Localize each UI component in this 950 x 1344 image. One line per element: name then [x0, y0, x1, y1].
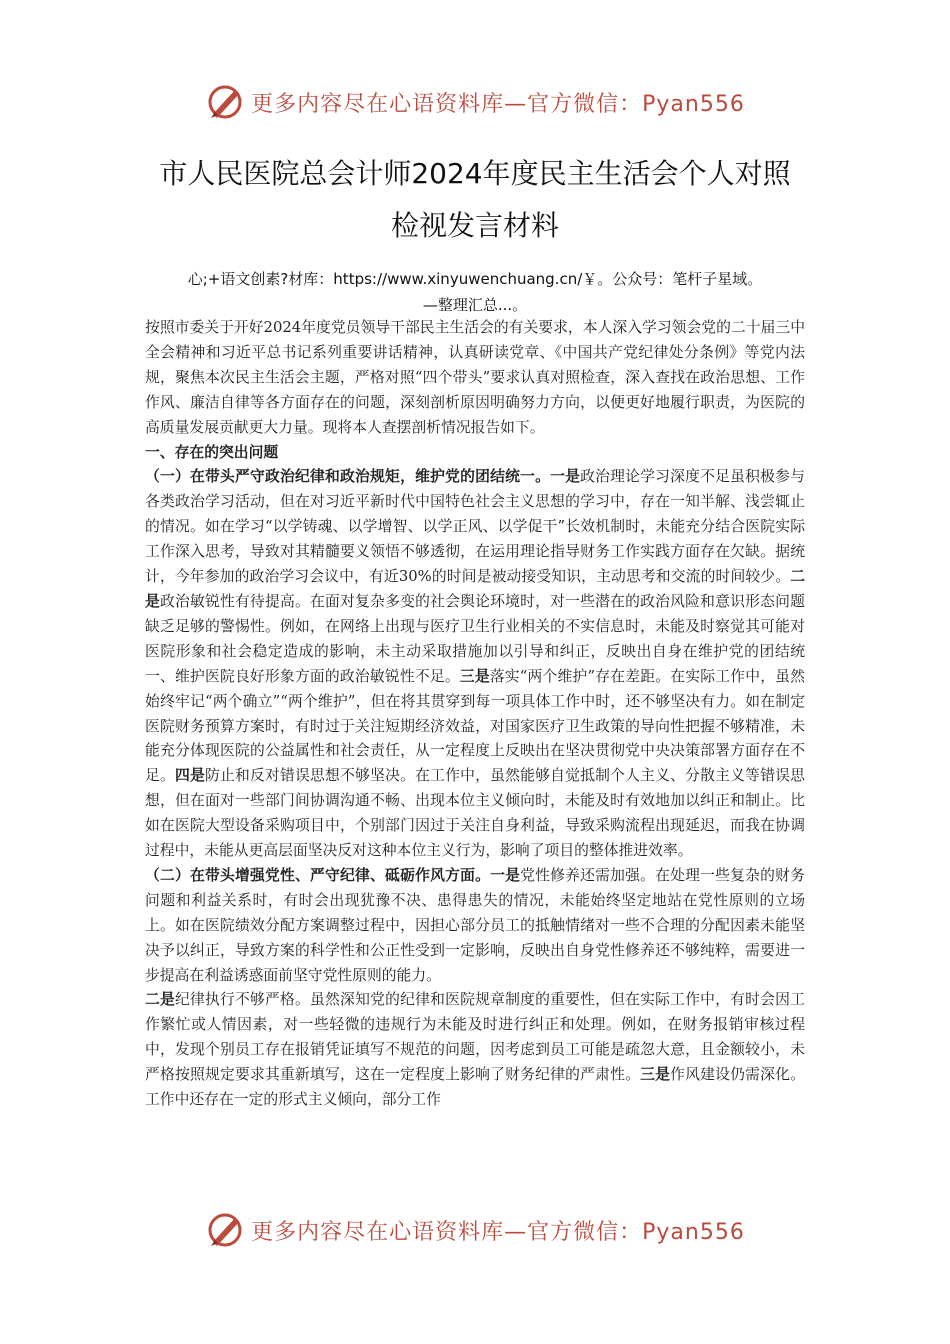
watermark-banner-top: [0, 76, 950, 128]
source-note: [60, 266, 890, 318]
text-2: 政治敏锐性有待提高。在面对复杂多变的社会舆论环境时，对一些潜在的政治风险和意识形态问题缺乏足够的警惕性。例如，在网络上出现与医疗卫生行业相关的不实信息时，未能及时察觉其可能对医院形象和社会稳定造成的影响，未主动采取措施加以引导和纠正，反映出自身在维护党的团结统一、维护医院良好形象方面的政治敏锐性不足。: [145, 592, 805, 685]
keyword-6: 二是: [145, 991, 176, 1009]
keyword-5: 一是: [490, 866, 521, 884]
keyword-4: 四是: [175, 767, 206, 785]
text-6: 纪律执行不够严格。虽然深知党的纪律和医院规章制度的重要性，但在实际工作中，有时会因工作繁忙或人情因素，对一些轻微的违规行为未能及时进行纠正和处理。例如，在财务报销审核过程中，发现个别员工存在报销凭证填写不规范的问题，因考虑到员工可能是疏忽大意，且金额较小，未严格按照规定要求其重新填写，这在一定程度上影响了财务纪律的严肃性。: [145, 991, 805, 1084]
text-1: 政治理论学习深度不足虽积极参与各类政治学习活动，但在对习近平新时代中国特色社会主义思想的学习中，存在一知半解、浅尝辄止的情况。如在学习“以学铸魂、以学增智、以学正风、以学促干”长效机制时，未能充分结合医院实际工作深入思考，导致对其精髓要义领悟不够透彻，在运用理论指导财务工作实践方面存在欠缺。据统计，今年参加的政治学习会议中，有近30%的时间是被动接受知识，主动思考和交流的时间较少。: [145, 468, 805, 586]
title-line-1: 市人民医院总会计师2024年度民主生活会个人对照: [159, 157, 791, 190]
document-body: [145, 316, 805, 1113]
banner-text: 更多内容尽在心语资料库—官方微信：Pyan556: [251, 1219, 745, 1245]
pen-logo-icon: [205, 1210, 245, 1250]
subsection-1-paragraph: [145, 465, 805, 864]
document-title: [60, 148, 890, 252]
subsection-2-paragraph-b: [145, 988, 805, 1113]
watermark-banner-bottom: [0, 1204, 950, 1256]
pen-logo-icon: [205, 82, 245, 122]
keyword-1: 一是: [550, 468, 581, 486]
source-line-2: —整理汇总...。: [422, 296, 528, 314]
banner-text: 更多内容尽在心语资料库—官方微信：Pyan556: [251, 91, 745, 117]
keyword-2: 二是: [145, 568, 805, 610]
subsection-1-heading: （一）在带头严守政治纪律和政治规矩，维护党的团结统一。: [145, 468, 551, 486]
keyword-7: 三是: [640, 1066, 671, 1084]
keyword-3: 三是: [459, 667, 490, 685]
intro-paragraph: 按照市委关于开好2024年度党员领导干部民主生活会的有关要求，本人深入学习领会党的二十届三中全会精神和习近平总书记系列重要讲话精神，认真研读党章、《中国共产党纪律处分条例》等党内法规，聚焦本次民主生活会主题，严格对照“四个带头”要求认真对照检查，深入查找在政治思想、工作作风、廉洁自律等各方面存在的问题，深刻剖析原因明确努力方向，以便更好地履行职责，为医院的高质量发展贡献更大力量。现将本人查摆剖析情况报告如下。: [145, 319, 805, 436]
section-heading-1: 一、存在的突出问题: [145, 443, 279, 461]
text-5: 党性修养还需加强。在处理一些复杂的财务问题和利益关系时，有时会出现犹豫不决、患得患失的情况，未能始终坚定地站在党性原则的立场上。如在医院绩效分配方案调整过程中，因担心部分员工的抵触情绪对一些不合理的分配因素未能坚决予以纠正，导致方案的科学性和公正性受到一定影响，反映出自身党性修养还不够纯粹，需要进一步提高在利益诱惑面前坚守党性原则的能力。: [145, 866, 805, 984]
text-4: 防止和反对错误思想不够坚决。在工作中，虽然能够自觉抵制个人主义、分散主义等错误思想，但在面对一些部门间协调沟通不畅、出现本位主义倾向时，未能及时有效地加以纠正和制止。比如在医院大型设备采购项目中，个别部门因过于关注自身利益，导致采购流程出现延迟，而我在协调过程中，未能从更高层面坚决反对这种本位主义行为，影响了项目的整体推进效率。: [145, 767, 805, 860]
subsection-2-paragraph: [145, 864, 805, 989]
title-line-2: 检视发言材料: [390, 209, 559, 242]
text-3: 落实“两个维护”存在差距。在实际工作中，虽然始终牢记“两个确立”“两个维护”，但在将其贯穿到每一项具体工作中时，还不够坚决有力。如在制定医院财务预算方案时，有时过于关注短期经济效益，对国家医疗卫生政策的导向性把握不够精准，未能充分体现医院的公益属性和社会责任，从一定程度上反映出在坚决贯彻党中央决策部署方面存在不足。: [145, 667, 805, 785]
source-line-1: 心;+语文创素?材库：https://www.xinyuwenchuang.cn/￥。公众号：笔杆子星域。: [187, 270, 763, 288]
subsection-2-heading: （二）在带头增强党性、严守纪律、砥砺作风方面。: [145, 866, 491, 884]
text-7: 作风建设仍需深化。工作中还存在一定的形式主义倾向，部分工作: [145, 1066, 805, 1109]
